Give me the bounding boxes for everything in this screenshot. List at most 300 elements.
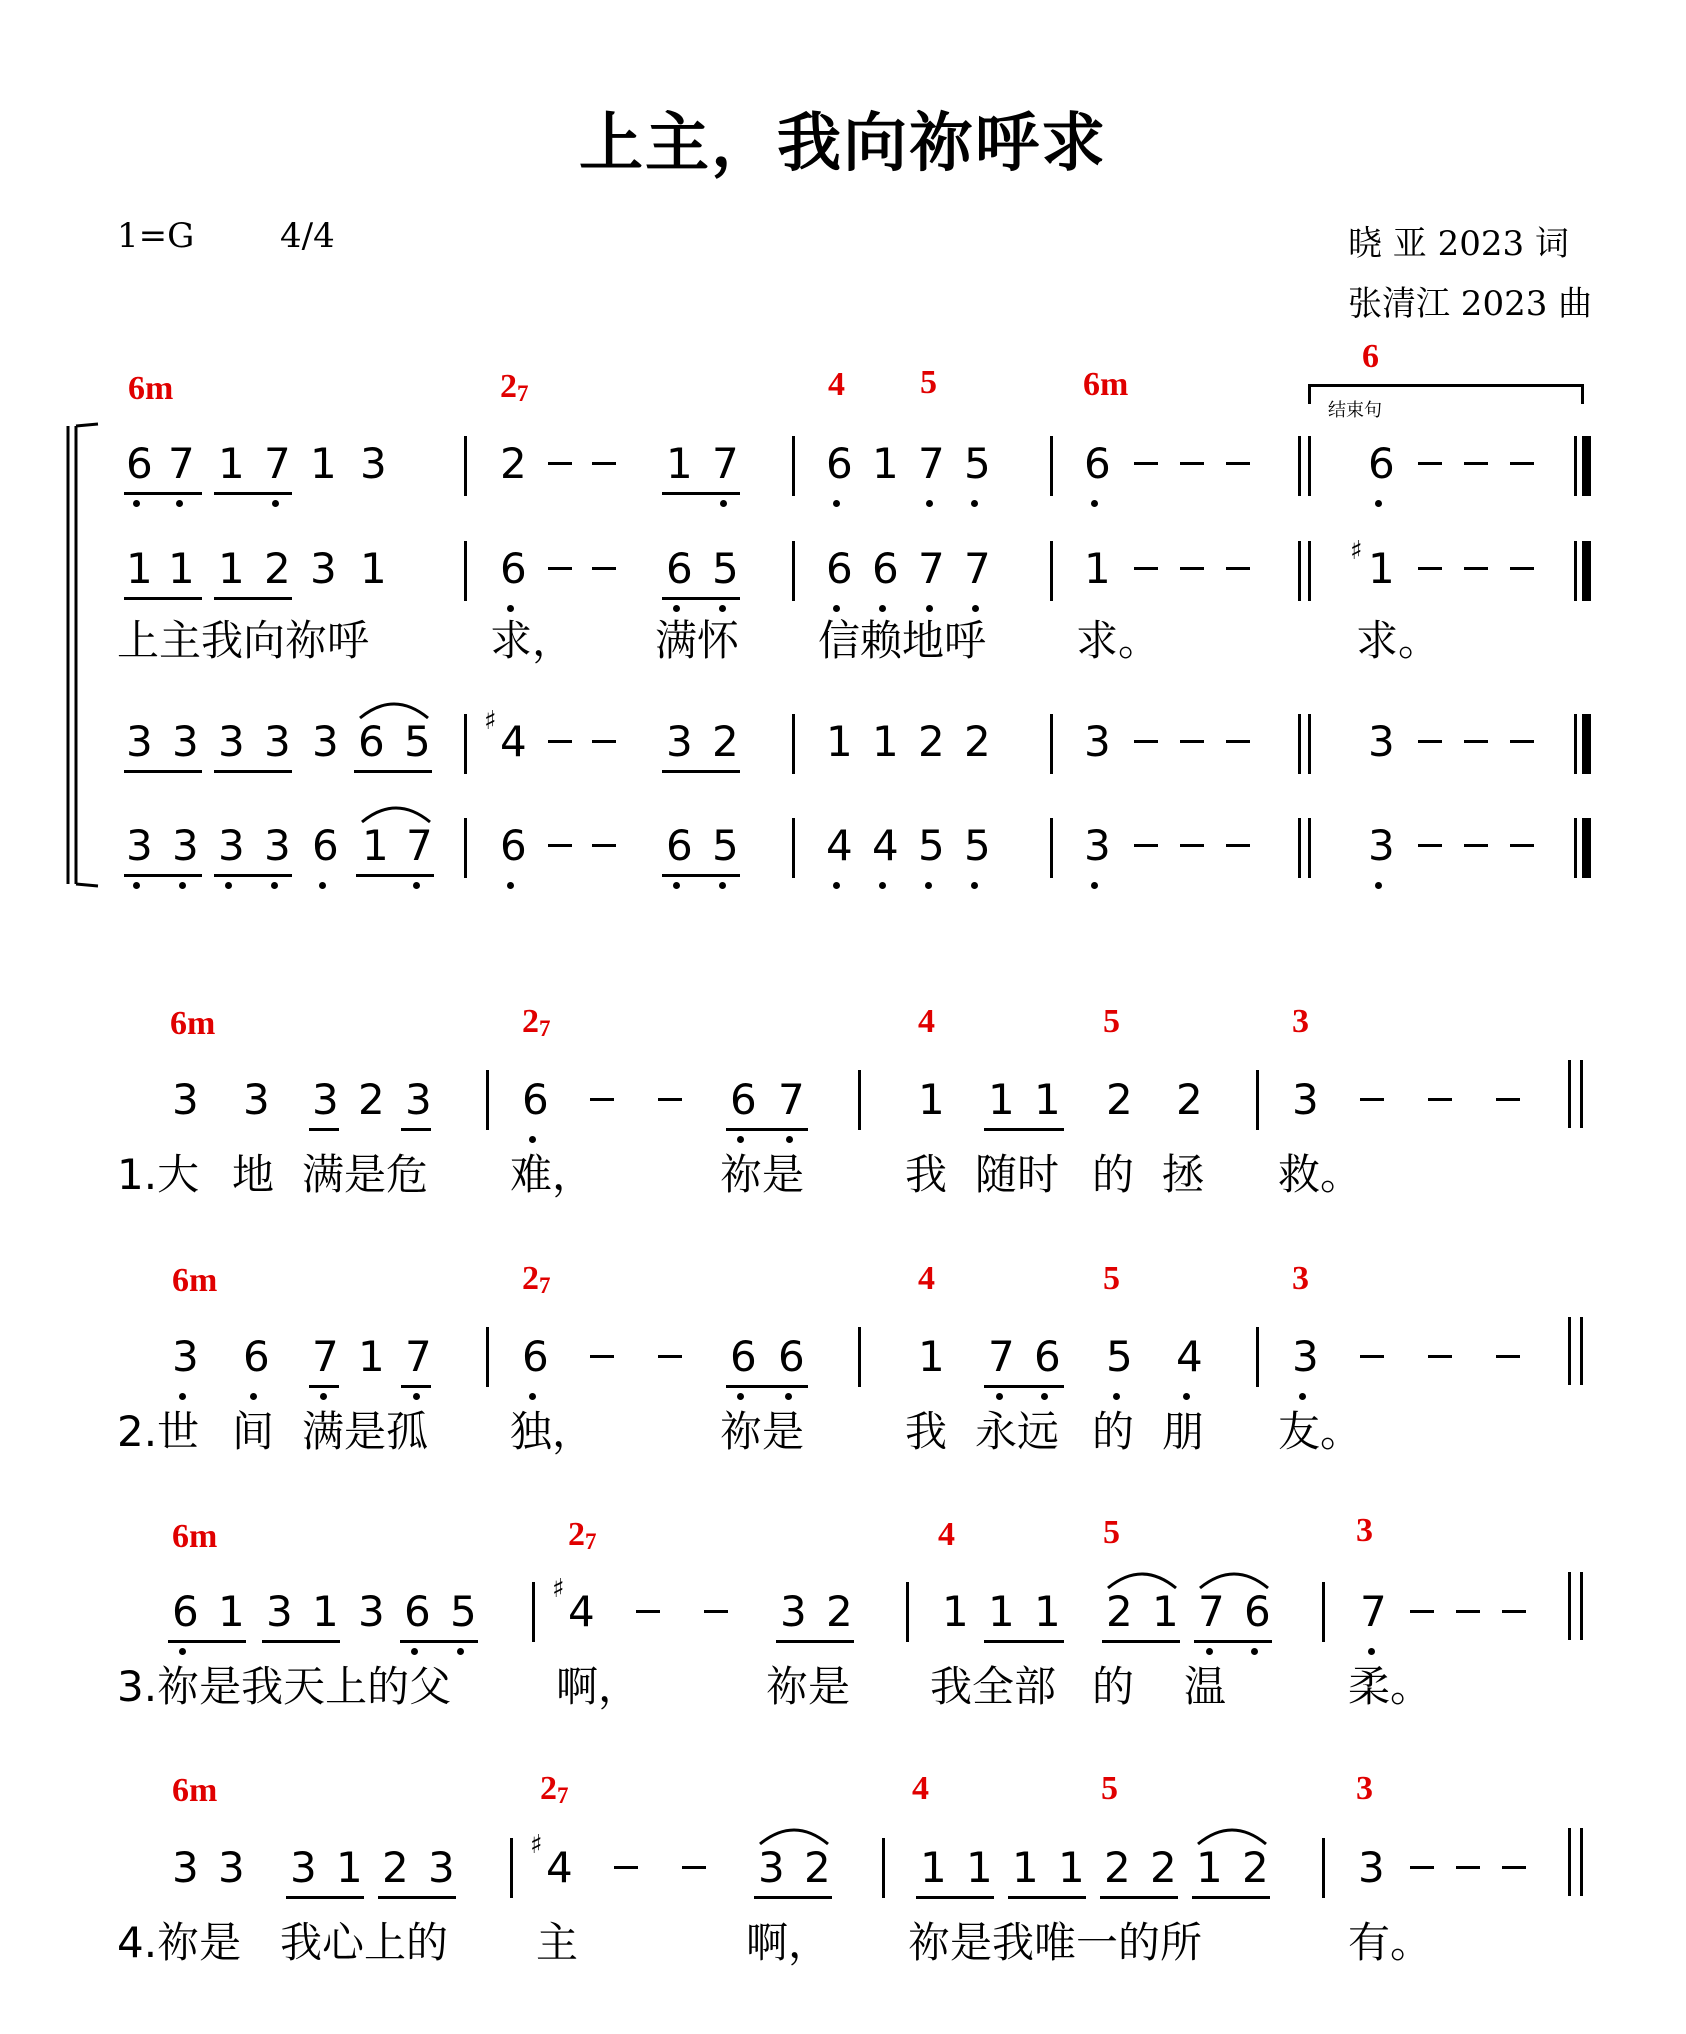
underline [1102, 1640, 1180, 1643]
chord-ext: 7 [517, 381, 529, 406]
dash [592, 567, 616, 570]
slur [1194, 1822, 1270, 1846]
note: 3 [172, 821, 199, 870]
underline [309, 1128, 339, 1131]
note: 3 [1358, 1843, 1385, 1892]
note: 3 [1084, 821, 1111, 870]
dot [1091, 882, 1098, 889]
note: 1 [312, 1587, 339, 1636]
underline [726, 1385, 808, 1388]
barline [1580, 1317, 1583, 1385]
chord [568, 1516, 597, 1555]
barline [792, 541, 795, 601]
note: 1 [310, 439, 337, 488]
note: 6 [1368, 439, 1395, 488]
underline [1100, 1896, 1178, 1899]
underline [662, 770, 740, 773]
lyric: 满是危 [302, 1150, 429, 1199]
dot [507, 882, 514, 889]
note: 6 [404, 1587, 431, 1636]
lyric: 1.大 [117, 1150, 200, 1199]
chord: 3 [1356, 1770, 1373, 1807]
chord-root: 2 [568, 1516, 585, 1553]
dash [614, 1866, 638, 1869]
dot [225, 882, 232, 889]
note: 3 [172, 1843, 199, 1892]
underline [214, 770, 292, 773]
dot [925, 882, 932, 889]
underline [124, 770, 202, 773]
underline [168, 1640, 246, 1643]
dash [1510, 567, 1534, 570]
barline [1568, 1317, 1571, 1385]
note: 3 [312, 1075, 339, 1124]
note: 3 [126, 717, 153, 766]
chord: 4 [918, 1260, 935, 1297]
note: 5 [712, 821, 739, 870]
lyric: 救。 [1278, 1150, 1363, 1199]
note: 2 [804, 1843, 831, 1892]
dash [1456, 1866, 1480, 1869]
barline [1322, 1582, 1325, 1642]
barline [858, 1070, 861, 1130]
note: 6 [1034, 1332, 1061, 1381]
dot [133, 882, 140, 889]
note: 1 [966, 1843, 993, 1892]
barline [1050, 818, 1053, 878]
note: 6 [826, 544, 853, 593]
dash [682, 1866, 706, 1869]
dot [176, 500, 183, 507]
note: 7 [406, 821, 433, 870]
chord: 5 [1103, 1514, 1120, 1551]
dot [833, 500, 840, 507]
dash [1418, 844, 1442, 847]
chord [522, 1003, 551, 1042]
note: 2 [264, 544, 291, 593]
note: 2 [712, 717, 739, 766]
final-barline [1582, 714, 1591, 774]
note: 6 [358, 717, 385, 766]
lyric: 有。 [1348, 1918, 1433, 1967]
dash [590, 1355, 614, 1358]
dash [1464, 462, 1488, 465]
note: 7 [405, 1332, 432, 1381]
ending-bracket-left [1308, 384, 1311, 404]
note: 7 [964, 544, 991, 593]
note: 1 [1034, 1587, 1061, 1636]
barline [792, 436, 795, 496]
underline [400, 1640, 478, 1643]
underline [214, 597, 292, 600]
note: 3 [358, 1587, 385, 1636]
lyric: 友。 [1278, 1407, 1363, 1456]
note: 3 [312, 717, 339, 766]
chord-root: 2 [500, 368, 517, 405]
note: 6 [872, 544, 899, 593]
underline [356, 874, 434, 877]
underline [124, 597, 202, 600]
note: 6 [243, 1332, 270, 1381]
lyric: 朋 [1162, 1407, 1205, 1456]
note: 6 [1244, 1587, 1271, 1636]
dash [1134, 462, 1158, 465]
note: 7 [312, 1332, 339, 1381]
dot [926, 500, 933, 507]
lyric: 啊， [556, 1662, 641, 1711]
chord-ext: 7 [585, 1529, 597, 1554]
note: 3 [666, 717, 693, 766]
underline [401, 1385, 431, 1388]
note: 4 [568, 1587, 595, 1636]
dot [720, 500, 727, 507]
sharp-sign: ♯ [484, 706, 497, 736]
note: 5 [964, 821, 991, 870]
lyric: 信赖地呼 [818, 616, 987, 665]
lyric: 祢是 [720, 1150, 805, 1199]
chord: 6m [172, 1518, 218, 1555]
note: 3 [428, 1843, 455, 1892]
dash [1502, 1866, 1526, 1869]
dot [879, 882, 886, 889]
underline [726, 1128, 808, 1131]
underline [262, 1640, 340, 1643]
note: 3 [264, 717, 291, 766]
note: 1 [1152, 1587, 1179, 1636]
note: 1 [942, 1587, 969, 1636]
barline [1256, 1070, 1259, 1130]
barline [1050, 436, 1053, 496]
underline [124, 492, 202, 495]
dash [592, 740, 616, 743]
note: 2 [1106, 1587, 1133, 1636]
note: 6 [778, 1332, 805, 1381]
dash [1180, 567, 1204, 570]
chord: 4 [828, 366, 845, 403]
note: 7 [168, 439, 195, 488]
note: 7 [918, 439, 945, 488]
barline [906, 1582, 909, 1642]
note: 1 [218, 1587, 245, 1636]
dash [1226, 740, 1250, 743]
note: 1 [1368, 544, 1395, 593]
dash [1410, 1610, 1434, 1613]
slur [356, 696, 432, 720]
barline [1580, 1828, 1583, 1896]
note: 3 [172, 1075, 199, 1124]
sharp-sign: ♯ [1350, 536, 1363, 566]
slur [1196, 1566, 1272, 1590]
note: 5 [1106, 1332, 1133, 1381]
dash [1180, 844, 1204, 847]
note: 3 [1292, 1075, 1319, 1124]
barline [1308, 818, 1311, 878]
dot [1375, 882, 1382, 889]
note: 5 [450, 1587, 477, 1636]
lyric: 祢是 [720, 1407, 805, 1456]
dash [592, 462, 616, 465]
barline [1050, 714, 1053, 774]
note: 7 [1198, 1587, 1225, 1636]
chord-root: 2 [540, 1770, 557, 1807]
note: 6 [126, 439, 153, 488]
note: 6 [522, 1332, 549, 1381]
note: 1 [872, 439, 899, 488]
lyric: 地 [232, 1150, 275, 1199]
lyric: 柔。 [1348, 1662, 1433, 1711]
lyric: 上主我向祢呼 [117, 616, 370, 665]
note: 6 [666, 544, 693, 593]
dash [548, 462, 572, 465]
note: 3 [218, 1843, 245, 1892]
lyric: 拯 [1162, 1150, 1205, 1199]
note: 7 [1360, 1587, 1387, 1636]
note: 3 [172, 1332, 199, 1381]
dash [1510, 462, 1534, 465]
lyric: 我心上的 [280, 1918, 449, 1967]
note: 2 [826, 1587, 853, 1636]
note: 3 [360, 439, 387, 488]
note: 6 [312, 821, 339, 870]
barline [464, 818, 467, 878]
barline [486, 1327, 489, 1387]
lyric: 4.祢是 [117, 1918, 242, 1967]
note: 3 [758, 1843, 785, 1892]
note: 1 [1034, 1075, 1061, 1124]
underline [662, 597, 740, 600]
note: 1 [666, 439, 693, 488]
underline [776, 1640, 854, 1643]
barline [792, 714, 795, 774]
note: 6 [172, 1587, 199, 1636]
chord [522, 1260, 551, 1299]
barline [1308, 541, 1311, 601]
lyric: 祢是 [766, 1662, 851, 1711]
dot [319, 882, 326, 889]
note: 6 [826, 439, 853, 488]
chord-root: 2 [522, 1260, 539, 1297]
note: 2 [918, 717, 945, 766]
note: 3 [218, 821, 245, 870]
lyric: 求。 [1356, 616, 1441, 665]
note: 5 [918, 821, 945, 870]
chord: 5 [920, 364, 937, 401]
note: 1 [1084, 544, 1111, 593]
note: 6 [500, 821, 527, 870]
dash [1428, 1098, 1452, 1101]
barline [1050, 541, 1053, 601]
lyric: 3.祢是我天上的父 [117, 1662, 452, 1711]
note: 1 [988, 1587, 1015, 1636]
dash [1510, 844, 1534, 847]
chord: 4 [938, 1516, 955, 1553]
note: 3 [290, 1843, 317, 1892]
lyric: 求。 [1076, 616, 1161, 665]
note: 3 [780, 1587, 807, 1636]
underline [754, 1896, 832, 1899]
underline [401, 1128, 431, 1131]
barline [1574, 436, 1577, 496]
underline [984, 1640, 1064, 1643]
barline [1256, 1327, 1259, 1387]
dot [133, 500, 140, 507]
dash [1464, 740, 1488, 743]
dot [1375, 500, 1382, 507]
barline [1298, 714, 1301, 774]
chord [500, 368, 529, 407]
dash [1418, 567, 1442, 570]
chord: 6m [1083, 366, 1129, 403]
system-brace [62, 420, 106, 890]
lyric: 求， [490, 616, 575, 665]
dot [971, 500, 978, 507]
note: 2 [1242, 1843, 1269, 1892]
note: 1 [920, 1843, 947, 1892]
note: 5 [404, 717, 431, 766]
note: 1 [872, 717, 899, 766]
chord-ext: 7 [539, 1016, 551, 1041]
dash [592, 844, 616, 847]
chord: 4 [912, 1770, 929, 1807]
underline [662, 492, 740, 495]
dash [658, 1355, 682, 1358]
note: 2 [964, 717, 991, 766]
note: 3 [266, 1587, 293, 1636]
note: 3 [218, 717, 245, 766]
lyric: 2.世 [117, 1407, 200, 1456]
slur [1104, 1566, 1180, 1590]
dot [719, 882, 726, 889]
barline [1574, 818, 1577, 878]
barline [464, 436, 467, 496]
lyric: 温 [1184, 1662, 1227, 1711]
barline [1568, 1060, 1571, 1128]
underline [984, 1385, 1064, 1388]
lyric: 随时 [975, 1150, 1060, 1199]
barline [1322, 1838, 1325, 1898]
note: 1 [1196, 1843, 1223, 1892]
dot [833, 882, 840, 889]
barline [1574, 541, 1577, 601]
underline [984, 1128, 1064, 1131]
dash [1410, 1866, 1434, 1869]
chord: 6 [1362, 338, 1379, 375]
lyric: 满是孤 [302, 1407, 429, 1456]
note: 2 [382, 1843, 409, 1892]
note: 3 [1368, 821, 1395, 870]
note: 6 [730, 1075, 757, 1124]
note: 1 [360, 544, 387, 593]
barline [858, 1327, 861, 1387]
note: 1 [918, 1075, 945, 1124]
dash [1464, 844, 1488, 847]
lyric: 永远 [975, 1407, 1060, 1456]
dash [1464, 567, 1488, 570]
dot [271, 882, 278, 889]
barline [1308, 436, 1311, 496]
lyric: 我全部 [930, 1662, 1057, 1711]
underline [916, 1896, 994, 1899]
lyric: 独， [510, 1407, 595, 1456]
lyric: 啊， [746, 1918, 831, 1967]
underline [286, 1896, 364, 1899]
dash [1134, 740, 1158, 743]
chord-ext: 7 [539, 1273, 551, 1298]
composer-credit: 张清江 2023 曲 [1348, 284, 1593, 324]
note: 1 [1012, 1843, 1039, 1892]
dash [1180, 462, 1204, 465]
underline [309, 1385, 339, 1388]
note: 5 [964, 439, 991, 488]
slur [756, 1822, 832, 1846]
note: 1 [362, 821, 389, 870]
dot [179, 882, 186, 889]
note: 1 [126, 544, 153, 593]
lyric: 我 [905, 1150, 948, 1199]
lyric: 满怀 [655, 616, 740, 665]
dash [1226, 567, 1250, 570]
barline [1580, 1572, 1583, 1640]
lyric: 主 [536, 1918, 579, 1967]
note: 7 [264, 439, 291, 488]
lyric: 难， [510, 1150, 595, 1199]
note: 1 [168, 544, 195, 593]
barline [1298, 436, 1301, 496]
dash [590, 1098, 614, 1101]
note: 1 [218, 544, 245, 593]
lyric: 的 [1092, 1662, 1135, 1711]
dash [1496, 1098, 1520, 1101]
note: 7 [988, 1332, 1015, 1381]
underline [1192, 1896, 1270, 1899]
note: 3 [1084, 717, 1111, 766]
lyricist-credit: 晓 亚 2023 词 [1348, 224, 1569, 264]
slur [358, 800, 434, 824]
note: 6 [666, 821, 693, 870]
note: 4 [872, 821, 899, 870]
dot [272, 500, 279, 507]
note: 3 [264, 821, 291, 870]
note: 1 [918, 1332, 945, 1381]
chord [540, 1770, 569, 1809]
final-barline [1582, 436, 1591, 496]
note: 1 [218, 439, 245, 488]
dash [548, 740, 572, 743]
note: 4 [500, 717, 527, 766]
chord-root: 2 [522, 1003, 539, 1040]
final-barline [1582, 541, 1591, 601]
dot [1251, 1648, 1258, 1655]
dash [1502, 1610, 1526, 1613]
lyric: 我 [905, 1407, 948, 1456]
dash [1360, 1355, 1384, 1358]
note: 3 [126, 821, 153, 870]
sharp-sign: ♯ [552, 1574, 565, 1604]
dash [1510, 740, 1534, 743]
final-barline [1582, 818, 1591, 878]
note: 1 [826, 717, 853, 766]
dash [704, 1610, 728, 1613]
underline [1194, 1640, 1272, 1643]
chord: 4 [918, 1003, 935, 1040]
underline [354, 770, 432, 773]
chord-ext: 7 [557, 1783, 569, 1808]
underline [1008, 1896, 1086, 1899]
chord: 6m [170, 1005, 216, 1042]
dash [1226, 844, 1250, 847]
chord: 5 [1103, 1003, 1120, 1040]
barline [792, 818, 795, 878]
